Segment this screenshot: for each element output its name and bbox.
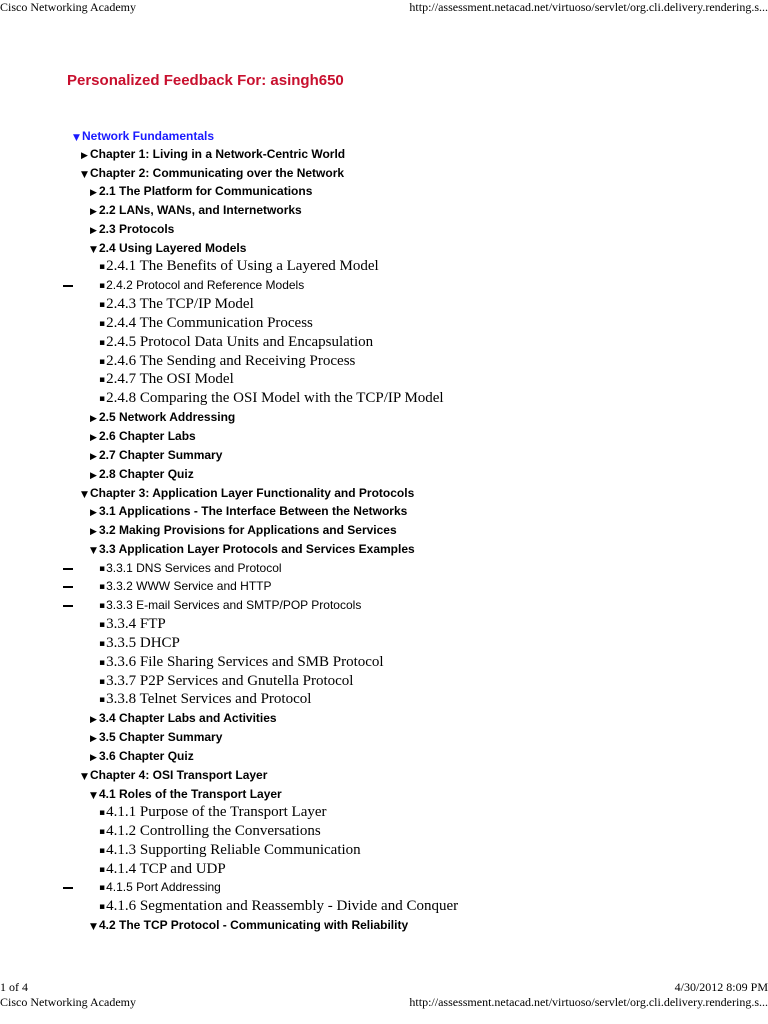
triangle-down-icon: ▼ (73, 133, 80, 143)
bullet-icon: ▪ (99, 827, 106, 837)
bullet-icon: ▪ (99, 564, 106, 574)
bullet-icon: ▪ (99, 639, 106, 649)
bullet-icon: ▪ (99, 883, 106, 893)
bullet-icon: ▪ (99, 677, 106, 687)
tree-item (99, 690, 311, 708)
tree-item[interactable] (90, 785, 282, 803)
tree-item (99, 803, 327, 821)
triangle-right-icon: ▶ (90, 188, 97, 198)
triangle-right-icon: ▶ (90, 734, 97, 744)
bullet-icon: ▪ (99, 620, 106, 630)
tree-item (99, 577, 271, 595)
tree-item[interactable] (90, 220, 174, 238)
tree-item[interactable] (81, 484, 414, 502)
tree-item-label: 2.4.2 Protocol and Reference Models (106, 278, 305, 292)
tree-item-label: 2.4.4 The Communication Process (106, 315, 313, 331)
tree-item-label: 3.3.7 P2P Services and Gnutella Protocol (106, 673, 354, 689)
tree-item (99, 559, 282, 577)
bullet-icon: ▪ (99, 658, 106, 668)
tree-item (99, 860, 226, 878)
tree-item (99, 672, 353, 690)
footer-url: http://assessment.netacad.net/virtuoso/servlet/org.cli.delivery.rendering.s... (409, 995, 768, 1009)
tree-item-label: Network Fundamentals (82, 129, 215, 143)
tree-item-label: 4.1.6 Segmentation and Reassembly - Divide and Conquer (106, 898, 459, 914)
triangle-right-icon: ▶ (90, 452, 97, 462)
bullet-icon: ▪ (99, 338, 106, 348)
triangle-right-icon: ▶ (90, 508, 97, 518)
triangle-down-icon: ▼ (90, 922, 97, 932)
page-title: Personalized Feedback For: asingh650 (67, 72, 344, 89)
tree-item[interactable] (81, 766, 267, 784)
bullet-icon: ▪ (99, 357, 106, 367)
tree-item (99, 615, 166, 633)
tree-item-label: 2.2 LANs, WANs, and Internetworks (99, 203, 302, 217)
tree-item-label: Chapter 1: Living in a Network-Centric World (90, 147, 346, 161)
tree-item (99, 897, 458, 915)
tree-item (99, 333, 373, 351)
bullet-icon: ▪ (99, 319, 106, 329)
triangle-right-icon: ▶ (90, 226, 97, 236)
tree-item[interactable] (90, 747, 194, 765)
bullet-icon: ▪ (99, 846, 106, 856)
tree-item (99, 841, 361, 859)
tree-item-label: 3.3 Application Layer Protocols and Services Examples (99, 542, 415, 556)
tree-item-label: 2.1 The Platform for Communications (99, 184, 313, 198)
tree-item-label: 4.1.5 Port Addressing (106, 880, 221, 894)
tree-item[interactable] (90, 239, 246, 257)
tree-item[interactable] (90, 182, 312, 200)
tree-item-label: 3.5 Chapter Summary (99, 730, 223, 744)
tree-item-label: 4.1.4 TCP and UDP (106, 861, 226, 877)
tree-item[interactable] (73, 127, 214, 145)
header-site: Cisco Networking Academy (0, 0, 136, 14)
tree-item[interactable] (90, 427, 196, 445)
triangle-right-icon: ▶ (90, 414, 97, 424)
tree-item-label: 2.4.3 The TCP/IP Model (106, 296, 254, 312)
tree-item-label: 3.6 Chapter Quiz (99, 749, 194, 763)
tree-item-label: Chapter 2: Communicating over the Network (90, 166, 345, 180)
triangle-right-icon: ▶ (81, 151, 88, 161)
bullet-icon: ▪ (99, 281, 106, 291)
bullet-icon: ▪ (99, 902, 106, 912)
tree-item-label: 3.3.8 Telnet Services and Protocol (106, 691, 312, 707)
tree-item-label: 3.3.6 File Sharing Services and SMB Protocol (106, 654, 384, 670)
tree-item-label: 2.8 Chapter Quiz (99, 467, 194, 481)
header-url: http://assessment.netacad.net/virtuoso/servlet/org.cli.delivery.rendering.s... (409, 0, 768, 14)
triangle-right-icon: ▶ (90, 207, 97, 217)
triangle-down-icon: ▼ (81, 170, 88, 180)
tree-item-label: 4.1.3 Supporting Reliable Communication (106, 842, 361, 858)
footer-page: 1 of 4 (0, 980, 28, 994)
tree-item (99, 878, 221, 896)
tree-item-label: 2.4.1 The Benefits of Using a Layered Model (106, 258, 379, 274)
tree-item (99, 596, 361, 614)
tree-item-label: 3.3.2 WWW Service and HTTP (106, 579, 272, 593)
tree-item[interactable] (90, 408, 235, 426)
bullet-icon: ▪ (99, 394, 106, 404)
tree-item-label: 2.4.5 Protocol Data Units and Encapsulation (106, 334, 374, 350)
tree-item[interactable] (90, 916, 408, 934)
tree-item-label: 2.7 Chapter Summary (99, 448, 223, 462)
triangle-right-icon: ▶ (90, 753, 97, 763)
tree-item-label: 4.1 Roles of the Transport Layer (99, 787, 282, 801)
triangle-down-icon: ▼ (90, 546, 97, 556)
tree-item-label: 2.4 Using Layered Models (99, 241, 247, 255)
tree-item-label: 3.3.4 FTP (106, 616, 166, 632)
tree-item[interactable] (81, 145, 345, 163)
tree-item-label: 4.2 The TCP Protocol - Communicating with Reliability (99, 918, 409, 932)
bullet-icon: ▪ (99, 695, 106, 705)
tree-item (99, 370, 234, 388)
triangle-right-icon: ▶ (90, 527, 97, 537)
tree-item (99, 257, 379, 275)
tree-item-label: 3.3.1 DNS Services and Protocol (106, 561, 282, 575)
tree-item[interactable] (90, 521, 397, 539)
tree-item-label: 3.3.3 E-mail Services and SMTP/POP Protocols (106, 598, 362, 612)
tree-item[interactable] (90, 465, 194, 483)
tree-item[interactable] (90, 709, 277, 727)
tree-item-label: 3.1 Applications - The Interface Between the Networks (99, 504, 408, 518)
dash-marker-icon (63, 887, 73, 889)
tree-item-label: 2.3 Protocols (99, 222, 175, 236)
tree-item[interactable] (90, 728, 222, 746)
tree-item-label: 3.2 Making Provisions for Applications and Services (99, 523, 397, 537)
tree-item[interactable] (81, 164, 344, 182)
tree-item-label: 4.1.2 Controlling the Conversations (106, 823, 321, 839)
tree-item[interactable] (90, 502, 407, 520)
tree-item-label: 2.4.8 Comparing the OSI Model with the TCP/IP Model (106, 390, 444, 406)
tree-item-label: 2.6 Chapter Labs (99, 429, 196, 443)
triangle-right-icon: ▶ (90, 433, 97, 443)
bullet-icon: ▪ (99, 808, 106, 818)
tree-item-label: 4.1.1 Purpose of the Transport Layer (106, 804, 327, 820)
tree-item (99, 634, 180, 652)
tree-item (99, 314, 313, 332)
dash-marker-icon (63, 605, 73, 607)
tree-item-label: 3.3.5 DHCP (106, 635, 180, 651)
triangle-right-icon: ▶ (90, 471, 97, 481)
tree-item (99, 295, 254, 313)
bullet-icon: ▪ (99, 865, 106, 875)
tree-item-label: 2.5 Network Addressing (99, 410, 236, 424)
triangle-right-icon: ▶ (90, 715, 97, 725)
tree-item-label: 2.4.7 The OSI Model (106, 371, 234, 387)
tree-item[interactable] (90, 201, 302, 219)
tree-item[interactable] (90, 446, 222, 464)
tree-item (99, 822, 321, 840)
triangle-down-icon: ▼ (81, 490, 88, 500)
bullet-icon: ▪ (99, 582, 106, 592)
tree-item-label: 3.4 Chapter Labs and Activities (99, 711, 277, 725)
tree-item-label: Chapter 4: OSI Transport Layer (90, 768, 268, 782)
bullet-icon: ▪ (99, 262, 106, 272)
triangle-down-icon: ▼ (90, 245, 97, 255)
dash-marker-icon (63, 568, 73, 570)
triangle-down-icon: ▼ (90, 791, 97, 801)
tree-item (99, 653, 384, 671)
tree-item (99, 352, 355, 370)
bullet-icon: ▪ (99, 601, 106, 611)
tree-item (99, 276, 304, 294)
bullet-icon: ▪ (99, 375, 106, 385)
dash-marker-icon (63, 586, 73, 588)
tree-item (99, 389, 444, 407)
tree-item[interactable] (90, 540, 415, 558)
bullet-icon: ▪ (99, 300, 106, 310)
triangle-down-icon: ▼ (81, 772, 88, 782)
tree-item-label: Chapter 3: Application Layer Functionality and Protocols (90, 486, 415, 500)
footer-site: Cisco Networking Academy (0, 995, 136, 1009)
footer-datetime: 4/30/2012 8:09 PM (674, 980, 768, 994)
tree-item-label: 2.4.6 The Sending and Receiving Process (106, 353, 356, 369)
dash-marker-icon (63, 285, 73, 287)
